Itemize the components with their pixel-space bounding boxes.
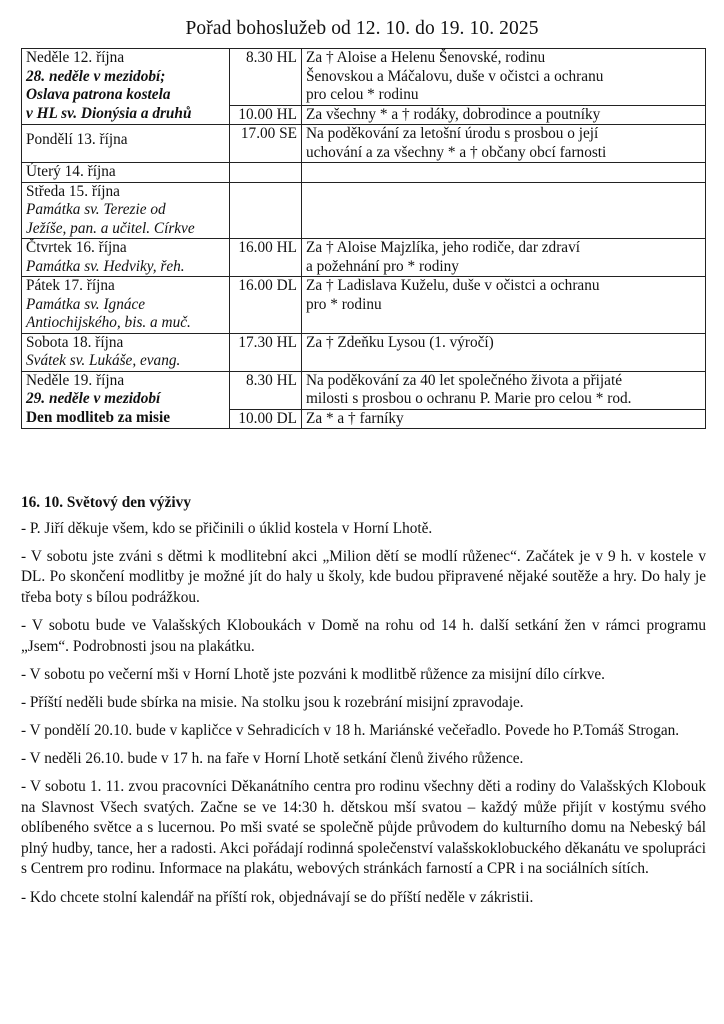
intention-line: pro * rodinu bbox=[306, 295, 382, 313]
day-cell bbox=[22, 371, 230, 429]
mass-intention bbox=[302, 105, 706, 125]
day-name: Pondělí 13. října bbox=[26, 131, 128, 148]
mass-intention bbox=[302, 409, 706, 429]
feast-note: Ježíše, pan. a učitel. Církve bbox=[26, 219, 195, 237]
announcement-item: - V pondělí 20.10. bude v kapličce v Sehradicích v 18 h. Mariánské večeřadlo. Povede ho P.Tomáš Strogan. bbox=[21, 721, 680, 739]
schedule-row bbox=[22, 371, 706, 409]
mass-intention bbox=[302, 163, 706, 183]
announcement-item: - V neděli 26.10. bude v 17 h. na faře v Horní Lhotě setkání členů živého růžence. bbox=[21, 749, 524, 767]
announcement-item: - Příští neděli bude sbírka na misie. Na stolku jsou k rozebrání misijní zpravodaje. bbox=[21, 693, 524, 711]
intention-line: milosti s prosbou o ochranu P. Marie pro celou * rod. bbox=[306, 390, 632, 407]
feast-note: Památka sv. Terezie od bbox=[26, 201, 166, 218]
liturgical-note: 29. neděle v mezidobí bbox=[26, 390, 161, 407]
intention-line: Za † Aloise a Helenu Šenovské, rodinu bbox=[306, 49, 546, 66]
intention-line: Za všechny * a † rodáky, dobrodince a poutníky bbox=[306, 105, 601, 123]
service-time: 17.30 HL bbox=[230, 333, 302, 371]
service-time bbox=[230, 182, 302, 239]
liturgical-note: 28. neděle v mezidobí; bbox=[26, 67, 166, 85]
day-cell bbox=[22, 333, 230, 371]
announcements bbox=[21, 493, 706, 916]
liturgical-note: Oslava patrona kostela bbox=[26, 86, 171, 103]
feast-note: Antiochijského, bis. a muč. bbox=[26, 314, 191, 331]
day-cell bbox=[22, 239, 230, 277]
day-name: Pátek 17. října bbox=[26, 277, 115, 294]
day-name: Úterý 14. října bbox=[26, 163, 116, 180]
service-time: 17.00 SE bbox=[230, 125, 302, 163]
mass-intention bbox=[302, 333, 706, 371]
feast-note: Památka sv. Ignáce bbox=[26, 295, 146, 313]
mass-intention bbox=[302, 239, 706, 277]
day-cell bbox=[22, 277, 230, 334]
intention-line: Za † Ladislava Kuželu, duše v očistci a ochranu bbox=[306, 277, 600, 294]
mass-intention bbox=[302, 125, 706, 163]
service-time: 16.00 DL bbox=[230, 277, 302, 334]
intention-line: Za † Aloise Majzlíka, jeho rodiče, dar zdraví bbox=[306, 239, 580, 256]
intention-line: Za * a † farníky bbox=[306, 409, 404, 427]
schedule-row bbox=[22, 163, 706, 183]
service-time: 16.00 HL bbox=[230, 239, 302, 277]
intention-line: Na poděkování za letošní úrodu s prosbou o její bbox=[306, 125, 599, 142]
intention-line: uchování a za všechny * a † občany obcí farnosti bbox=[306, 143, 607, 161]
schedule-row bbox=[22, 333, 706, 371]
schedule-row bbox=[22, 277, 706, 334]
mass-intention bbox=[302, 182, 706, 239]
service-time: 10.00 HL bbox=[230, 105, 302, 125]
announcement-item: - V sobotu 1. 11. zvou pracovníci Děkanátního centra pro rodinu všechny děti a rodiny do Valašských Klobouk na Slavnost Všech svatých. Začne se ve 14:30 h. dětskou mší svatou – každý může přijít v kostýmu svého oblíbeného světce a s lucernou. Po mši svaté se společně půjde průvodem do kulturního domu na Nebeský bál plný hudby, tance, her a radosti. Akci pořádají rodinná společenství valašskoklobuckého děkanátu ve spolupráci s Centrem pro rodinu. Informace na plakátu, webových stránkách farností a CPR i na sociálních sítích. bbox=[21, 778, 706, 878]
day-cell bbox=[22, 182, 230, 239]
announcement-item: - V sobotu po večerní mši v Horní Lhotě jste pozváni k modlitbě růžence za misijní dílo církve. bbox=[21, 665, 605, 683]
mass-intention bbox=[302, 371, 706, 409]
schedule-row bbox=[22, 125, 706, 163]
day-name: Sobota 18. října bbox=[26, 333, 124, 351]
intention-line: Za † Zdeňku Lysou (1. výročí) bbox=[306, 333, 494, 351]
intention-line: pro celou * rodinu bbox=[306, 86, 419, 103]
day-name: Neděle 12. října bbox=[26, 49, 125, 66]
service-time bbox=[230, 163, 302, 183]
day-cell bbox=[22, 163, 230, 183]
announcement-item: - V sobotu jste zváni s dětmi k modlitební akci „Milion dětí se modlí růženec“. Začátek je v 9 h. v kostele v DL. Po skončení modlitby je možné jít do haly u školy, kde budou připravené nějaké soutěže a hry. Do haly je třeba boty s bílou podrážkou. bbox=[21, 547, 706, 606]
schedule-table bbox=[21, 48, 706, 429]
feast-note: Svátek sv. Lukáše, evang. bbox=[26, 352, 181, 369]
service-time: 8.30 HL bbox=[230, 371, 302, 409]
day-name: Neděle 19. října bbox=[26, 371, 125, 389]
schedule-row bbox=[22, 239, 706, 277]
announcement-item: - P. Jiří děkuje všem, kdo se přičinili o úklid kostela v Horní Lhotě. bbox=[21, 519, 433, 537]
schedule-row bbox=[22, 182, 706, 239]
intention-line: Na poděkování za 40 let společného života a přijaté bbox=[306, 371, 623, 389]
page-title: Pořad bohoslužeb od 12. 10. do 19. 10. 2025 bbox=[185, 18, 539, 39]
liturgical-note: v HL sv. Dionýsia a druhů bbox=[26, 104, 192, 122]
day-name: Čtvrtek 16. října bbox=[26, 239, 127, 256]
intention-line: Šenovskou a Máčalovu, duše v očistci a ochranu bbox=[306, 67, 604, 85]
special-note: Den modliteb za misie bbox=[26, 408, 171, 426]
day-cell bbox=[22, 125, 230, 163]
mass-intention bbox=[302, 277, 706, 334]
schedule-row bbox=[22, 49, 706, 106]
intention-line: a požehnání pro * rodiny bbox=[306, 257, 459, 275]
day-cell bbox=[22, 49, 230, 125]
service-time: 8.30 HL bbox=[230, 49, 302, 106]
service-time: 10.00 DL bbox=[230, 409, 302, 429]
feast-note: Památka sv. Hedviky, řeh. bbox=[26, 257, 185, 275]
day-name: Středa 15. října bbox=[26, 182, 120, 200]
announcement-item: - Kdo chcete stolní kalendář na příští rok, objednávají se do příští neděle v zákristii. bbox=[21, 888, 534, 906]
mass-intention bbox=[302, 49, 706, 106]
announcements-heading: 16. 10. Světový den výživy bbox=[21, 494, 191, 511]
announcement-item: - V sobotu bude ve Valašských Kloboukách v Domě na rohu od 14 h. další setkání žen v rámci programu „Jsem“. Podrobnosti jsou na plakátku. bbox=[21, 616, 706, 655]
